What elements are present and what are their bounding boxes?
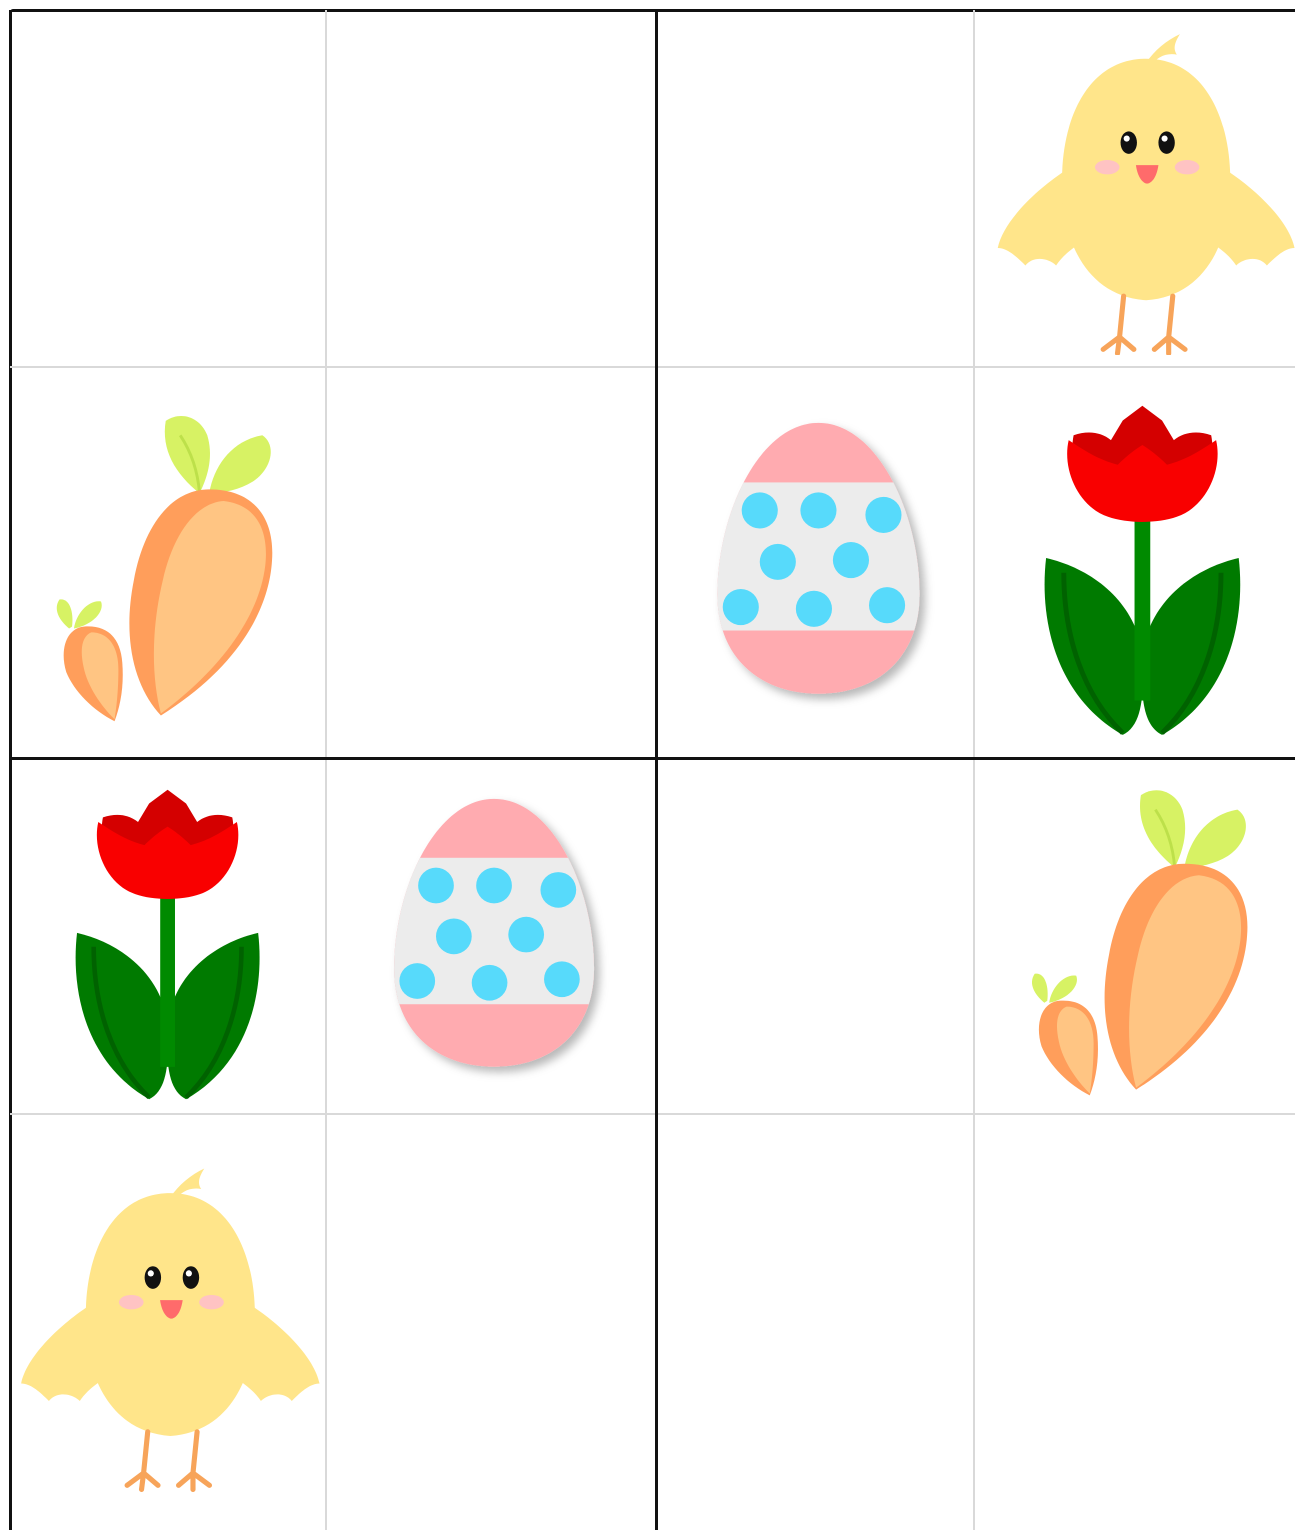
- grid-line-v1: [325, 10, 327, 1530]
- carrot-icon-piece: [982, 771, 1290, 1099]
- easter-egg-icon-piece: [353, 781, 635, 1085]
- easter-egg-icon: [683, 391, 954, 726]
- chick-icon-piece: [16, 1136, 325, 1518]
- board-border-top: [10, 9, 1295, 12]
- grid-line-h1: [10, 366, 1295, 368]
- cell-r1-c1[interactable]: [10, 10, 325, 366]
- cell-r4-c2[interactable]: [327, 1115, 655, 1530]
- cell-r3-c4[interactable]: [975, 760, 1295, 1113]
- tulip-icon: [29, 778, 306, 1106]
- cell-r2-c2[interactable]: [327, 368, 655, 757]
- tulip-icon-piece: [29, 778, 306, 1106]
- cell-r4-c4[interactable]: [975, 1115, 1295, 1530]
- cell-r1-c3[interactable]: [658, 10, 973, 366]
- carrot-icon: [16, 380, 306, 742]
- tulip-icon: [995, 387, 1290, 749]
- board-border-left: [9, 10, 12, 1530]
- chick-icon: [982, 28, 1295, 356]
- cell-r1-c4[interactable]: [975, 10, 1295, 366]
- cell-r1-c2[interactable]: [327, 10, 655, 366]
- grid-line-h3: [10, 1113, 1295, 1115]
- puzzle-board: [10, 10, 1295, 1530]
- cell-r2-c4[interactable]: [975, 368, 1295, 757]
- grid-line-v3: [973, 10, 975, 1530]
- chick-icon-piece: [982, 28, 1295, 356]
- cell-r4-c1[interactable]: [10, 1115, 325, 1530]
- cell-r3-c2[interactable]: [327, 760, 655, 1113]
- tulip-icon-piece: [995, 387, 1290, 749]
- easter-egg-icon: [353, 781, 635, 1085]
- carrot-icon: [982, 771, 1290, 1099]
- cell-r3-c3[interactable]: [658, 760, 973, 1113]
- grid-line-v2: [655, 10, 658, 1530]
- carrot-icon-piece: [16, 380, 306, 742]
- grid-line-h2: [10, 757, 1295, 760]
- cell-r4-c3[interactable]: [658, 1115, 973, 1530]
- chick-icon: [16, 1136, 325, 1518]
- cell-r2-c1[interactable]: [10, 368, 325, 757]
- cell-r2-c3[interactable]: [658, 368, 973, 757]
- cell-r3-c1[interactable]: [10, 760, 325, 1113]
- easter-egg-icon-piece: [683, 391, 954, 726]
